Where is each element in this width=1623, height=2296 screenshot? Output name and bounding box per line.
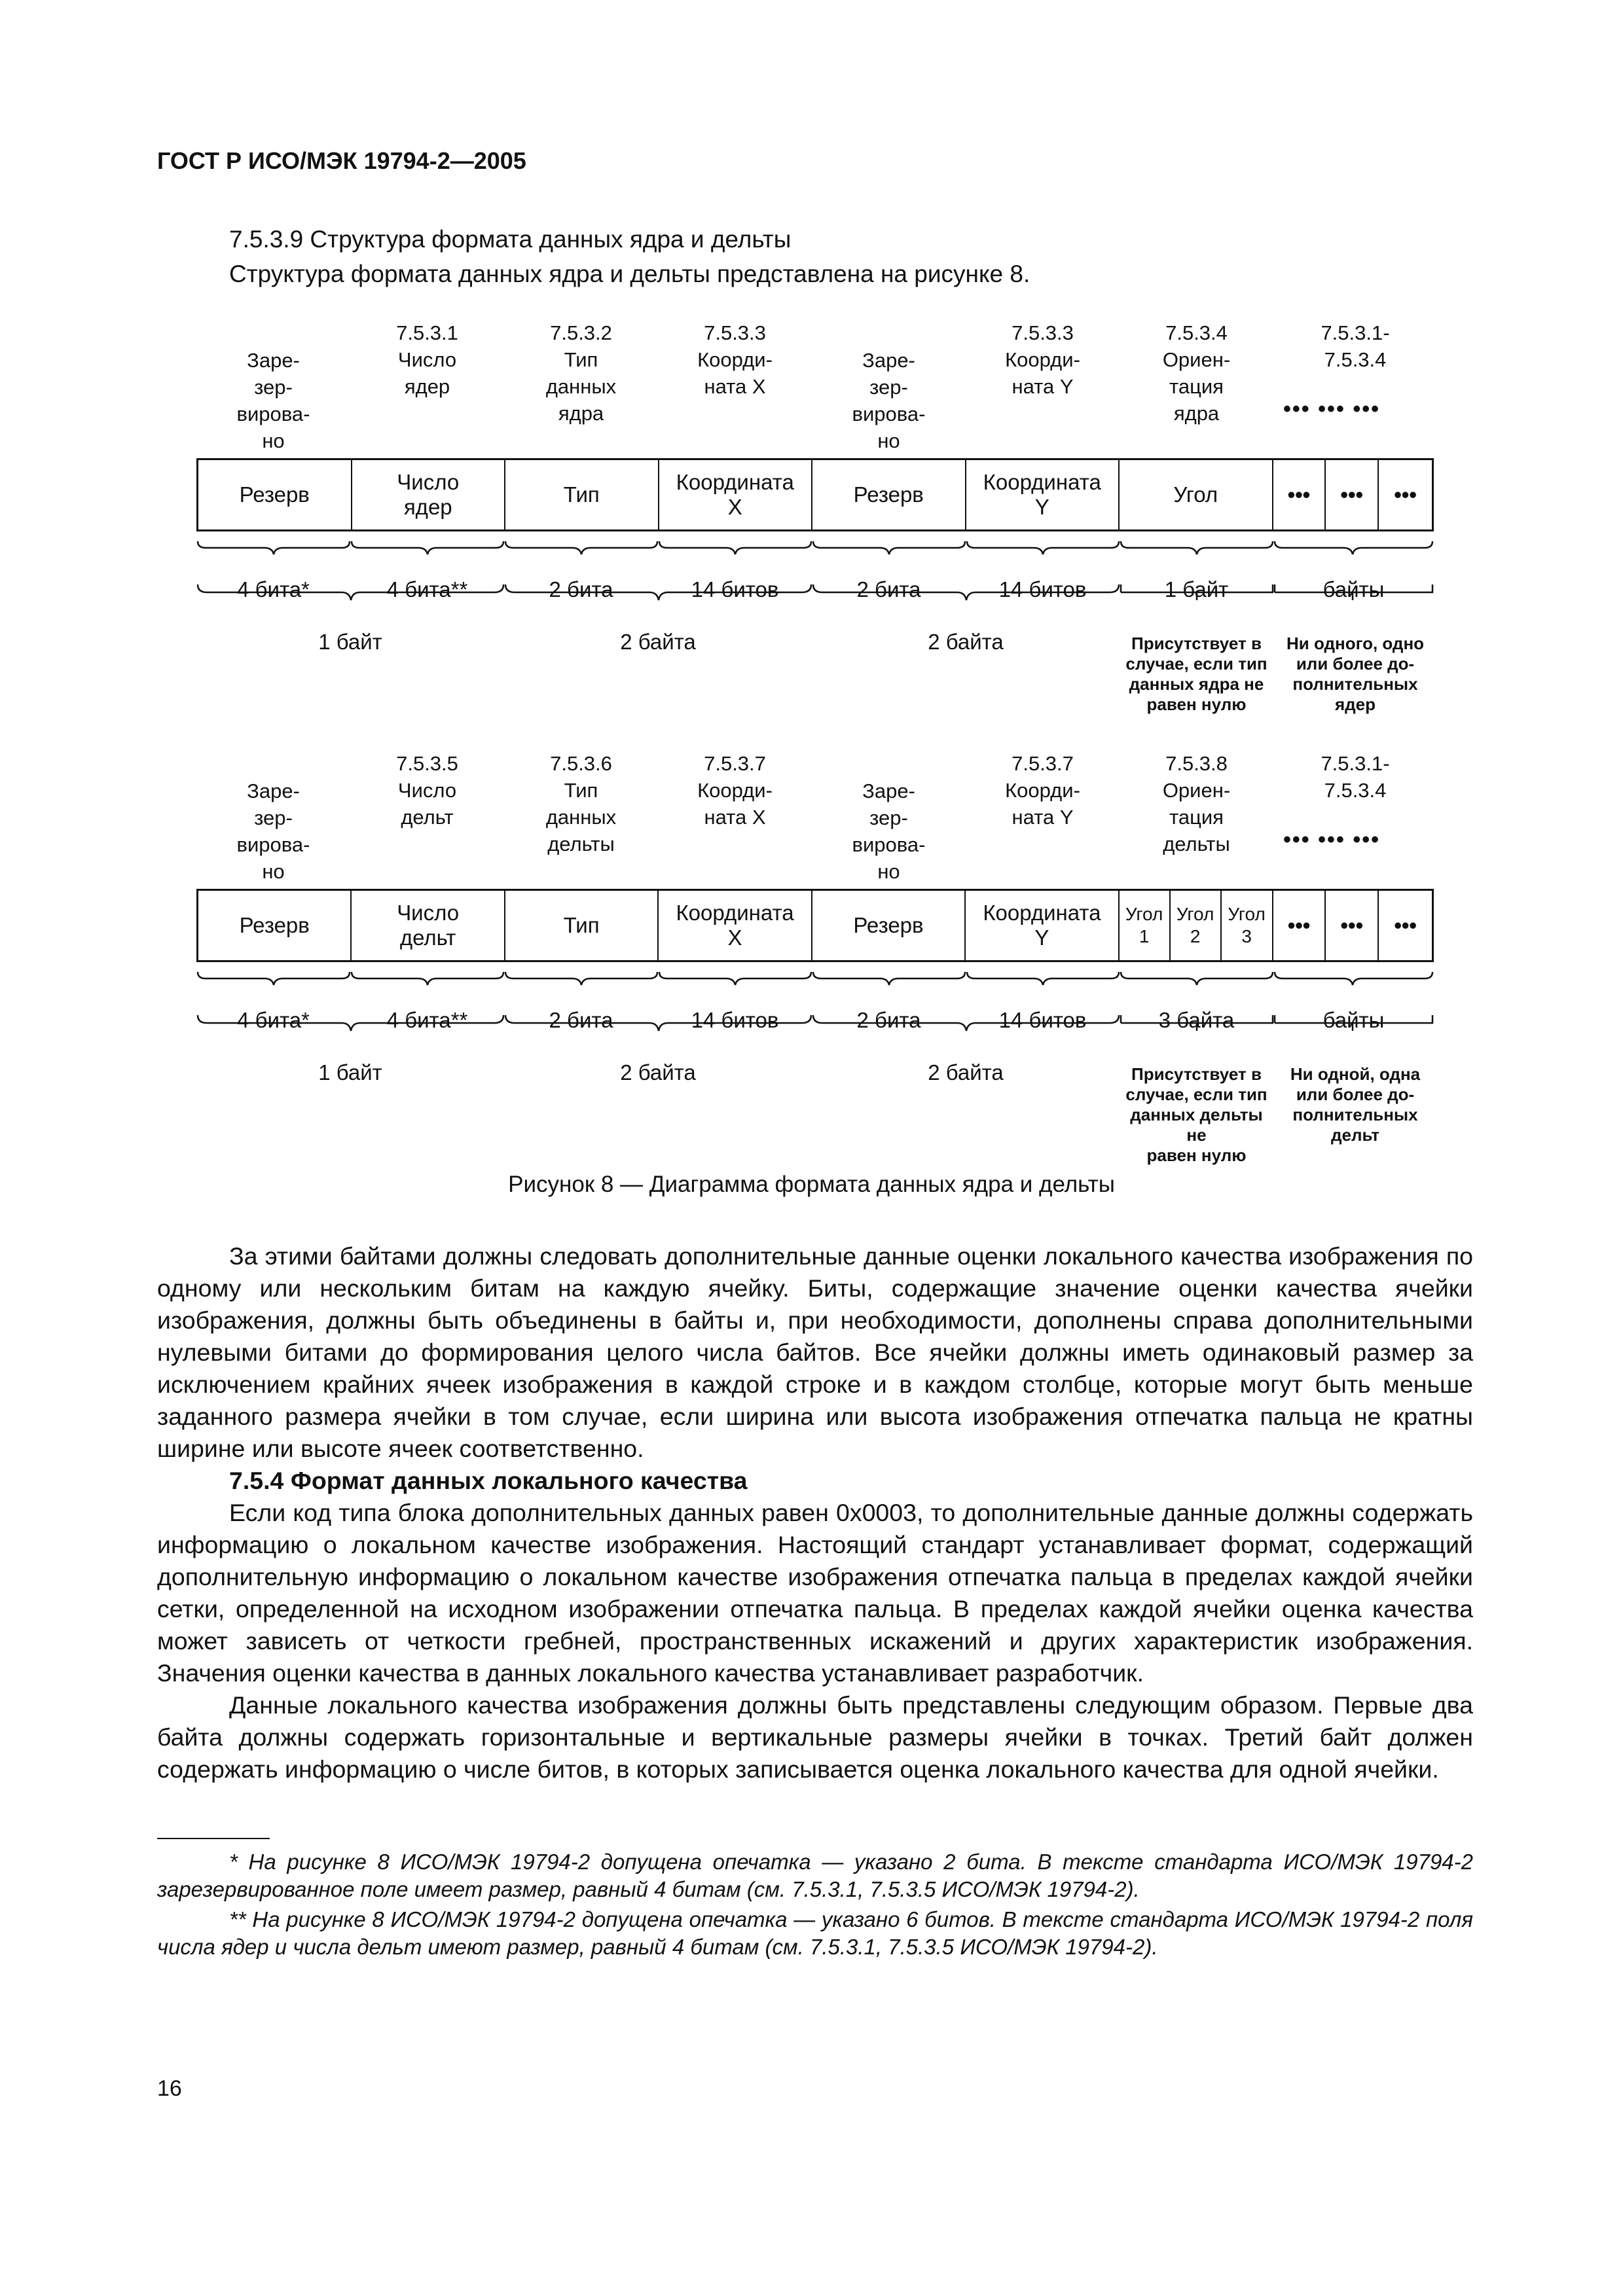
delta-cell-angle-3: Угол 3: [1228, 904, 1266, 946]
footnote-2: ** На рисунке 8 ИСО/МЭК 19794-2 допущена опечатка — указано 6 битов. В тексте стандарта ИСО/МЭК 19794-2 поля числа ядер и числа дельт имеют размер, равный 4 битам (см. 7.5.3.1, 7.5.3.5 ИСО/МЭК 19794-2).: [157, 1907, 1473, 1959]
core-field-row: [196, 458, 1434, 531]
delta-label-reserved-2: Заре- зер- вирова- но: [852, 780, 926, 883]
delta-label-dots: ••• ••• •••: [1283, 827, 1381, 852]
core-cell-more-2: •••: [1326, 460, 1379, 529]
core-size-count: 4 бита**: [386, 577, 468, 601]
core-cell-count: Число ядер: [352, 460, 506, 529]
core-cell-y: Координата Y: [966, 460, 1120, 529]
core-cell-more-3: •••: [1394, 482, 1417, 507]
delta-size-additional: байты: [1322, 1008, 1385, 1032]
core-label-dots: ••• ••• •••: [1283, 397, 1381, 422]
delta-cell-count: Число дельт: [352, 891, 505, 960]
delta-note-present: Присутствует в случае, если тип данных дельты не равен нулю: [1125, 1064, 1267, 1165]
core-cell-x: Координата X: [659, 460, 813, 529]
delta-cell-more-2: •••: [1326, 891, 1379, 960]
delta-label-angle: 7.5.3.8 Ориен- тация дельты: [1162, 752, 1231, 855]
delta-cell-type: Тип: [505, 891, 659, 960]
core-group-bytes-2: 2 байта: [620, 630, 696, 654]
delta-label-x: 7.5.3.7 Коорди- ната X: [697, 752, 773, 829]
delta-cell-reserved-2: Резерв: [812, 891, 966, 960]
delta-size-count: 4 бита**: [386, 1008, 468, 1032]
core-size-type: 2 бита: [549, 577, 613, 601]
delta-label-count: 7.5.3.5 Число дельт: [396, 752, 458, 829]
footnote-divider: [157, 1838, 270, 1839]
core-group-bytes-3: 2 байта: [928, 630, 1004, 654]
delta-cell-more-1: •••: [1273, 891, 1326, 960]
delta-label-type: 7.5.3.6 Тип данных дельты: [545, 752, 617, 855]
figure-caption: Рисунок 8 — Диаграмма формата данных ядра и дельты: [508, 1172, 1115, 1197]
delta-cell-y: Координата Y: [966, 891, 1119, 960]
core-note-present: Присутствует в случае, если тип данных ядра не равен нулю: [1125, 634, 1267, 714]
core-label-type: 7.5.3.2 Тип данных ядра: [545, 321, 617, 425]
core-size-reserved-2: 2 бита: [856, 577, 921, 601]
body-text: [157, 1240, 1473, 1785]
delta-cell-angle-1: Угол 1: [1120, 891, 1171, 960]
delta-size-angles: 3 байта: [1158, 1008, 1235, 1032]
delta-cell-angles: [1120, 891, 1273, 960]
footnotes: [157, 1848, 1473, 1964]
delta-note-more: Ни одной, одна или более до- полнительных дельт: [1290, 1064, 1421, 1145]
delta-label-reserved-1: Заре- зер- вирова- но: [236, 780, 310, 883]
core-label-x: 7.5.3.3 Коорди- ната X: [697, 321, 773, 398]
core-size-additional: байты: [1322, 577, 1385, 601]
delta-group-bytes-2: 2 байта: [620, 1060, 696, 1085]
core-label-count: 7.5.3.1 Число ядер: [396, 321, 458, 398]
core-cell-reserved-2: Резерв: [812, 460, 966, 529]
core-label-angle: 7.5.3.4 Ориен- тация ядра: [1162, 321, 1231, 425]
delta-label-y: 7.5.3.7 Коорди- ната Y: [1005, 752, 1080, 829]
section-heading-7-5-4: 7.5.4 Формат данных локального качества: [229, 1467, 748, 1494]
delta-size-x: 14 битов: [691, 1008, 779, 1032]
delta-group-bytes-3: 2 байта: [928, 1060, 1004, 1085]
delta-cell-more-3: •••: [1394, 913, 1417, 937]
core-label-additional: 7.5.3.1- 7.5.3.4: [1321, 321, 1390, 371]
delta-cell-reserved-1: Резерв: [198, 891, 352, 960]
page-number: 16: [157, 2076, 182, 2101]
delta-cell-angle-2: Угол 2: [1171, 891, 1222, 960]
core-group-byte-1: 1 байт: [318, 630, 382, 654]
delta-cell-x: Координата X: [659, 891, 812, 960]
core-size-x: 14 битов: [691, 577, 779, 601]
core-size-angle: 1 байт: [1164, 577, 1229, 601]
core-format-diagram: [196, 314, 1440, 720]
core-label-reserved-1: Заре- зер- вирова- но: [236, 349, 310, 452]
core-size-reserved-1: 4 бита*: [237, 577, 310, 601]
section-title-7-5-3-9: 7.5.3.9 Структура формата данных ядра и дельты: [229, 226, 792, 253]
footnote-1: * На рисунке 8 ИСО/МЭК 19794-2 допущена опечатка — указано 2 бита. В тексте стандарта ИСО/МЭК 19794-2 зарезервированное поле имеет размер, равный 4 битам (см. 7.5.3.1, 7.5.3.5 ИСО/МЭК 19794-2).: [157, 1850, 1473, 1901]
core-cell-reserved-1: Резерв: [198, 460, 352, 529]
document-header: ГОСТ Р ИСО/МЭК 19794-2—2005: [157, 147, 526, 174]
core-label-reserved-2: Заре- зер- вирова- но: [852, 349, 926, 452]
intro-sentence: Структура формата данных ядра и дельты представлена на рисунке 8.: [229, 260, 1030, 287]
delta-size-reserved-1: 4 бита*: [237, 1008, 310, 1032]
core-cell-angle: Угол: [1120, 460, 1273, 529]
delta-group-byte-1: 1 байт: [318, 1060, 382, 1085]
paragraph-quality-bytes: За этими байтами должны следовать дополнительные данные оценки локального качества изображения по одному или нескольким битам на каждую ячейку. Биты, содержащие значение оценки качества ячейки изображения, должны быть объединены в байты и, при необходимости, дополнены справа дополнительными нулевыми битами до формирования целого числа байтов. Все ячейки должны иметь одинаковый размер за исключением крайних ячеек изображения в каждой строке и в каждом столбце, которые могут быть меньше заданного размера ячейки в том случае, если ширина или высота изображения отпечатка пальца не кратны ширине или высоте ячеек соответственно.: [157, 1242, 1473, 1462]
paragraph-local-quality: Если код типа блока дополнительных данных равен 0x0003, то дополнительные данные должны содержать информацию о локальном качестве изображения. Настоящий стандарт устанавливает формат, содержащий дополнительную информацию о локальном качестве изображения отпечатка пальца в пределах каждой ячейки сетки, определенной на исходном изображении отпечатка пальца. В пределах каждой ячейки оценка качества может зависеть от четкости гребней, пространственных искажений и других характеристик изображения. Значения оценки качества в данных локального качества устанавливает разработчик.: [157, 1499, 1473, 1687]
delta-format-diagram: [196, 745, 1440, 1165]
core-cell-more-1: •••: [1273, 460, 1326, 529]
delta-size-type: 2 бита: [549, 1008, 613, 1032]
delta-size-y: 14 битов: [998, 1008, 1087, 1032]
core-note-more: Ни одного, одно или более до- полнительных ядер: [1286, 634, 1425, 714]
core-size-y: 14 битов: [998, 577, 1087, 601]
delta-label-additional: 7.5.3.1- 7.5.3.4: [1321, 752, 1390, 802]
core-cell-type: Тип: [505, 460, 659, 529]
delta-field-row: [196, 889, 1434, 962]
paragraph-local-quality-format: Данные локального качества изображения должны быть представлены следующим образом. Первые два байта должны содержать горизонтальные и вертикальные размеры ячейки в точках. Третий байт должен содержать информацию о числе битов, в которых записывается оценка локального качества для одной ячейки.: [157, 1691, 1473, 1783]
core-label-y: 7.5.3.3 Коорди- ната Y: [1005, 321, 1080, 398]
delta-size-reserved-2: 2 бита: [856, 1008, 921, 1032]
